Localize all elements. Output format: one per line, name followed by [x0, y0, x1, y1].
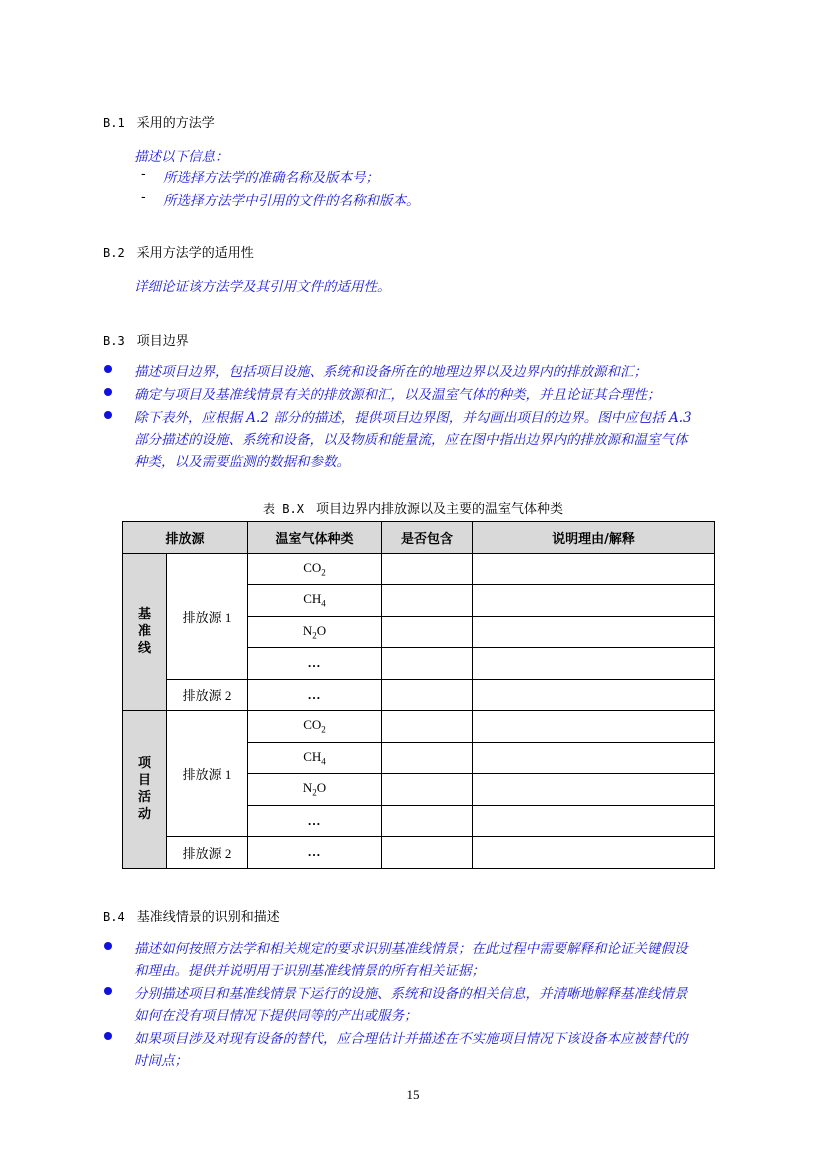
b4-bullet-3-line-2: 时间点； — [134, 1053, 188, 1069]
included-cell — [382, 616, 473, 648]
b1-item-2: 所选择方法学中引用的文件的名称和版本。 — [163, 193, 420, 209]
dash-marker: - — [141, 167, 146, 182]
header-source: 排放源 — [123, 522, 248, 554]
included-cell — [382, 805, 473, 837]
included-cell — [382, 679, 473, 711]
heading-b4: B.4 基准线情景的识别和描述 — [103, 910, 280, 925]
bullet-icon — [104, 411, 112, 419]
included-cell — [382, 711, 473, 743]
header-gas: 温室气体种类 — [248, 522, 382, 554]
explanation-cell — [473, 711, 715, 743]
gas-cell: $N_2O$ — [248, 616, 382, 648]
b1-item-1: 所选择方法学的准确名称及版本号； — [163, 170, 379, 186]
gas-cell: $CH_4$ — [248, 585, 382, 617]
heading-b3: B.3 项目边界 — [103, 334, 189, 349]
included-cell — [382, 837, 473, 869]
explanation-cell — [473, 742, 715, 774]
b3-bullet-3-line-3: 种类，以及需要监测的数据和参数。 — [134, 454, 350, 470]
explanation-cell — [473, 553, 715, 585]
table-row — [123, 711, 715, 743]
explanation-cell — [473, 774, 715, 806]
b3-bullet-3-line-2: 部分描述的设施、系统和设备，以及物质和能量流，应在图中指出边界内的排放源和温室气体 — [134, 432, 688, 448]
b4-bullet-3-line-1: 如果项目涉及对现有设备的替代，应合理估计并描述在不实施项目情况下该设备本应被替代的 — [134, 1031, 688, 1047]
group-label-project: 项 目 活 动 — [123, 711, 167, 869]
explanation-cell — [473, 805, 715, 837]
gas-ellipsis-cell: … — [248, 648, 382, 680]
included-cell — [382, 585, 473, 617]
gas-cell: $N_2O$ — [248, 774, 382, 806]
gas-ellipsis-cell: … — [248, 837, 382, 869]
heading-b1: B.1 采用的方法学 — [103, 116, 215, 131]
source-2-cell: 排放源 2 — [167, 679, 248, 711]
source-1-cell: 排放源 1 — [167, 711, 248, 837]
b4-bullet-1-line-1: 描述如何按照方法学和相关规定的要求识别基准线情景；在此过程中需要解释和论证关键假设 — [134, 941, 688, 957]
emission-source-table — [122, 521, 715, 869]
table-row — [123, 679, 715, 711]
table-caption: 表 B.X 项目边界内排放源以及主要的温室气体种类 — [263, 502, 563, 517]
gas-cell: $CO_2$ — [248, 711, 382, 743]
source-2-cell: 排放源 2 — [167, 837, 248, 869]
explanation-cell — [473, 679, 715, 711]
gas-ellipsis-cell: … — [248, 679, 382, 711]
b4-bullet-2-line-1: 分别描述项目和基准线情景下运行的设施、系统和设备的相关信息，并清晰地解释基准线情景 — [134, 986, 688, 1002]
b4-bullet-2-line-2: 如何在没有项目情况下提供同等的产出或服务； — [134, 1008, 418, 1024]
bullet-icon — [104, 388, 112, 396]
explanation-cell — [473, 616, 715, 648]
included-cell — [382, 648, 473, 680]
table-row — [123, 837, 715, 869]
b1-intro: 描述以下信息： — [134, 149, 229, 165]
source-1-cell: 排放源 1 — [167, 553, 248, 679]
included-cell — [382, 774, 473, 806]
included-cell — [382, 742, 473, 774]
bullet-icon — [104, 987, 112, 995]
gas-cell: $CH_4$ — [248, 742, 382, 774]
table-row — [123, 553, 715, 585]
bullet-icon — [104, 1032, 112, 1040]
b3-bullet-3-line-1: 除下表外，应根据 A.2 部分的描述，提供项目边界图，并勾画出项目的边界。图中应包括 A.3 — [134, 410, 692, 426]
b3-bullet-1: 描述项目边界，包括项目设施、系统和设备所在的地理边界以及边界内的排放源和汇； — [134, 364, 647, 380]
b2-body: 详细论证该方法学及其引用文件的适用性。 — [134, 279, 391, 295]
explanation-cell — [473, 585, 715, 617]
group-label-baseline: 基 准 线 — [123, 553, 167, 711]
explanation-cell — [473, 837, 715, 869]
included-cell — [382, 553, 473, 585]
header-included: 是否包含 — [382, 522, 473, 554]
gas-cell: $CO_2$ — [248, 553, 382, 585]
explanation-cell — [473, 648, 715, 680]
table-header-row — [123, 522, 715, 554]
gas-ellipsis-cell: … — [248, 805, 382, 837]
page-number: 15 — [406, 1087, 420, 1102]
dash-marker: - — [141, 190, 146, 205]
header-explanation: 说明理由/解释 — [473, 522, 715, 554]
heading-b2: B.2 采用方法学的适用性 — [103, 246, 254, 261]
b4-bullet-1-line-2: 和理由。提供并说明用于识别基准线情景的所有相关证据； — [134, 963, 485, 979]
b3-bullet-2: 确定与项目及基准线情景有关的排放源和汇，以及温室气体的种类，并且论证其合理性； — [134, 387, 661, 403]
bullet-icon — [104, 942, 112, 950]
bullet-icon — [104, 365, 112, 373]
